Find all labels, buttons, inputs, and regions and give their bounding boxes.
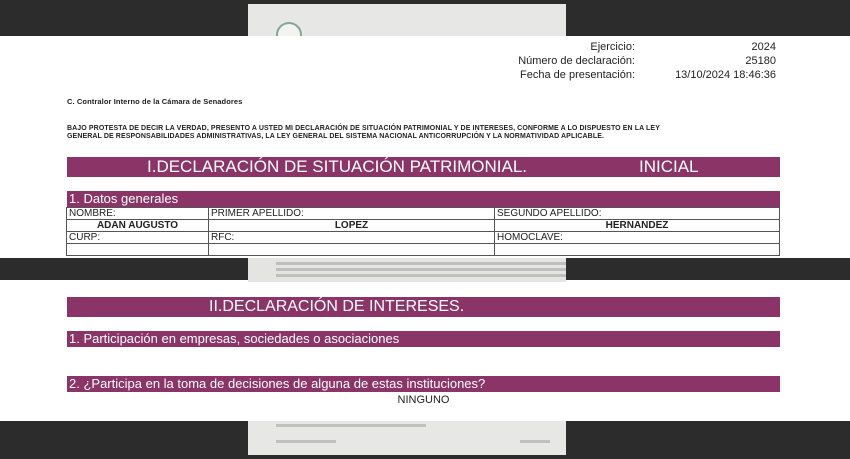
primer-apellido-value: LOPEZ — [209, 220, 495, 232]
toma-decisiones-bar — [67, 376, 780, 392]
toma-decisiones-title: 2. ¿Participa en la toma de decisiones de alguna de estas instituciones? — [69, 376, 486, 391]
participacion-title: 1. Participación en empresas, sociedades o asociaciones — [69, 331, 400, 346]
table-row — [67, 208, 780, 220]
numero-declaracion-label: Número de declaración: — [518, 55, 635, 67]
datos-generales-title: 1. Datos generales — [69, 191, 179, 206]
document-page — [0, 36, 850, 258]
nombre-value: ADAN AUGUSTO — [67, 220, 209, 232]
fecha-presentacion-value: 13/10/2024 18:46:36 — [675, 69, 776, 81]
underlying-text-line — [276, 440, 336, 443]
rfc-value — [209, 244, 495, 256]
section-2-title: II.DECLARACIÓN DE INTERESES. — [209, 298, 465, 315]
numero-declaracion-value: 25180 — [745, 55, 776, 67]
declaration-type: INICIAL — [639, 157, 699, 176]
segundo-apellido-label: SEGUNDO APELLIDO: — [495, 208, 780, 220]
section-1-bar — [67, 157, 780, 177]
segundo-apellido-value: HERNANDEZ — [495, 220, 780, 232]
underlying-text-line — [276, 268, 566, 271]
rfc-label: RFC: — [209, 232, 495, 244]
table-row — [67, 244, 780, 256]
underlying-text-line — [276, 274, 566, 277]
ejercicio-value: 2024 — [751, 41, 776, 53]
curp-value — [67, 244, 209, 256]
curp-label: CURP: — [67, 232, 209, 244]
nombre-label: NOMBRE: — [67, 208, 209, 220]
statement-line-2: GENERAL DE RESPONSABILIDADES ADMINISTRATIVAS, LA LEY GENERAL DEL SISTEMA NACIONAL ANTICORRUPCIÓN Y LA NORMATIVIDAD APLICABLE. — [67, 133, 605, 140]
datos-generales-bar — [67, 191, 780, 207]
section-2-bar — [67, 297, 780, 317]
underlying-text-line — [276, 262, 566, 265]
addressee: C. Contralor Interno de la Cámara de Senadores — [67, 97, 243, 106]
primer-apellido-label: PRIMER APELLIDO: — [209, 208, 495, 220]
fecha-presentacion-label: Fecha de presentación: — [520, 69, 635, 81]
underlying-text-line — [520, 440, 550, 443]
underlying-text-line — [276, 424, 426, 427]
homoclave-value — [495, 244, 780, 256]
ejercicio-label: Ejercicio: — [590, 41, 635, 53]
participacion-bar — [67, 331, 780, 347]
section-1-title: I.DECLARACIÓN DE SITUACIÓN PATRIMONIAL. — [147, 157, 528, 176]
toma-decisiones-answer: NINGUNO — [397, 394, 450, 406]
statement-line-1: BAJO PROTESTA DE DECIR LA VERDAD, PRESENTO A USTED MI DECLARACIÓN DE SITUACIÓN PATRIMONIAL Y DE INTERESES, CONFORME A LO DISPUESTO EN LA LEY — [67, 125, 660, 132]
table-row — [67, 220, 780, 232]
homoclave-label: HOMOCLAVE: — [495, 232, 780, 244]
document-page-2 — [0, 282, 850, 421]
datos-generales-table — [66, 207, 780, 256]
table-row — [67, 232, 780, 244]
